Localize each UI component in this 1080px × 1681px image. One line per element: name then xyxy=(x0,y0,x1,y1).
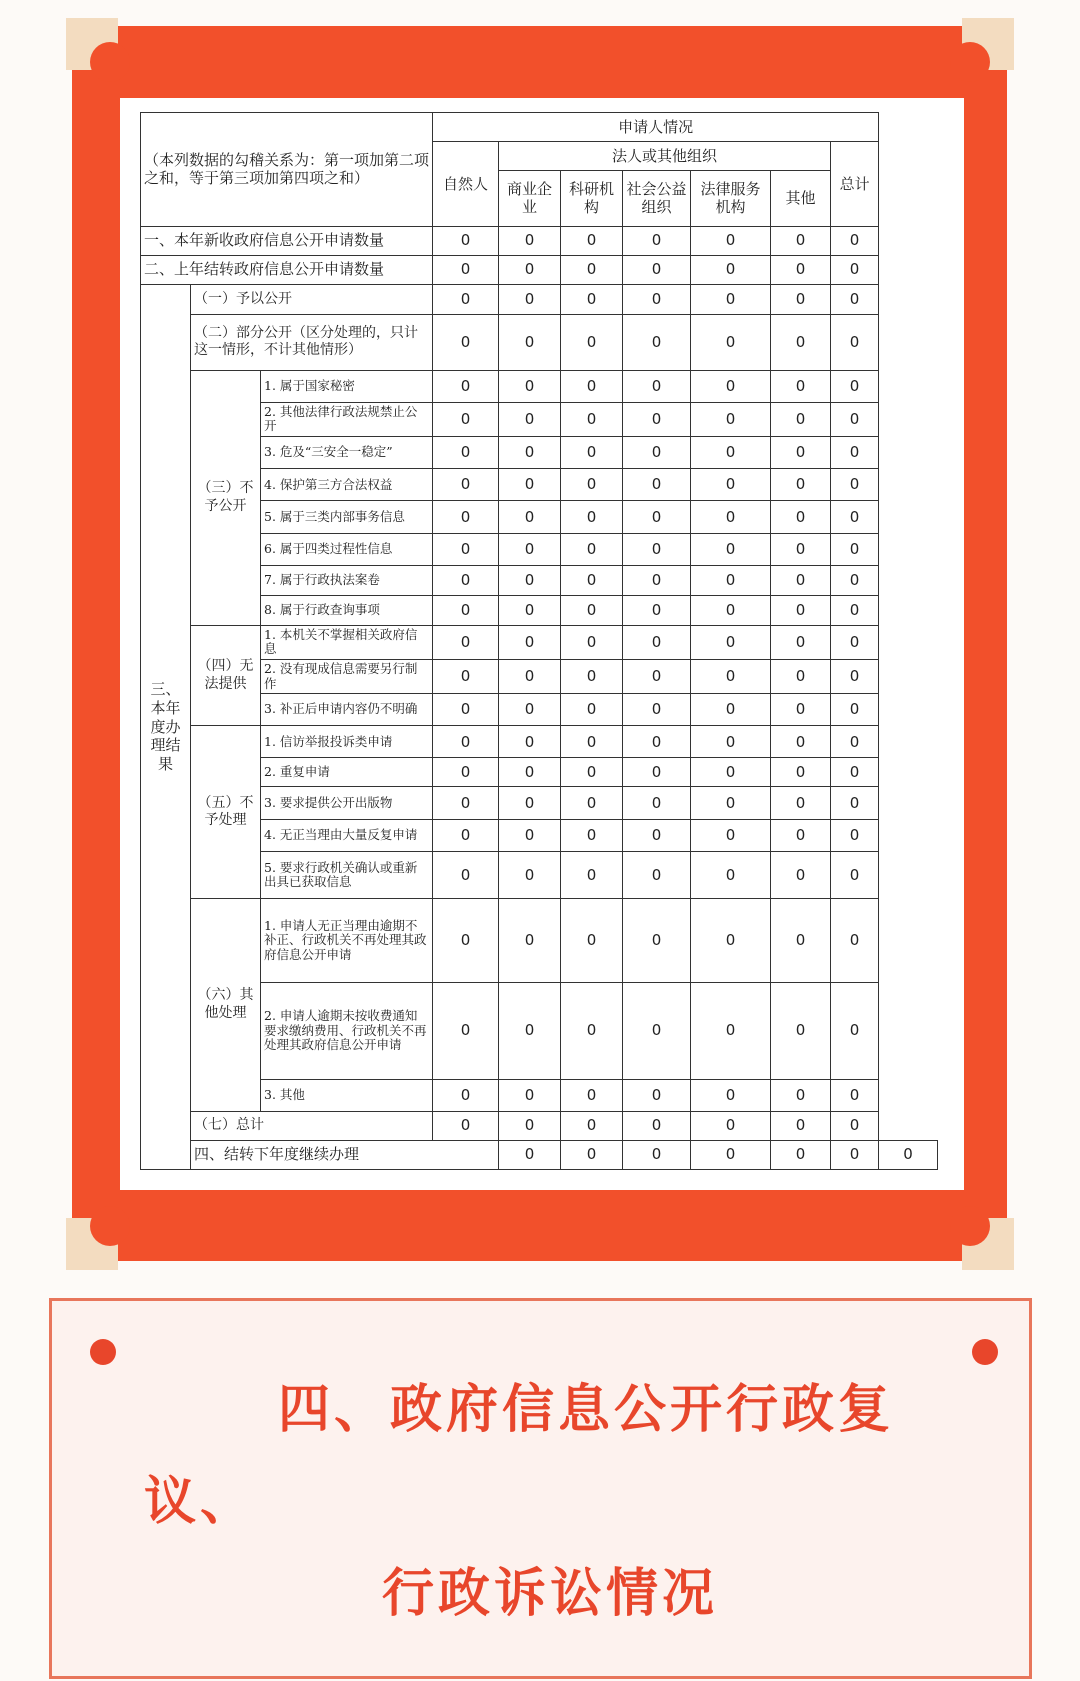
row-label: 1. 申请人无正当理由逾期不补正、行政机关不再处理其政府信息公开申请 xyxy=(261,899,433,983)
value-cell: 0 xyxy=(831,659,879,693)
row-label: （二）部分公开（区分处理的，只计这一情形，不计其他情形） xyxy=(191,314,433,370)
value-cell: 0 xyxy=(771,1079,831,1111)
value-cell: 0 xyxy=(499,1140,561,1169)
value-cell: 0 xyxy=(499,255,561,284)
value-cell: 0 xyxy=(771,595,831,625)
corner-decoration xyxy=(962,1218,1014,1270)
value-cell: 0 xyxy=(691,469,771,501)
value-cell: 0 xyxy=(691,370,771,402)
value-cell: 0 xyxy=(499,533,561,565)
value-cell: 0 xyxy=(433,758,499,787)
value-cell: 0 xyxy=(831,501,879,533)
value-cell: 0 xyxy=(499,565,561,595)
value-cell: 0 xyxy=(623,255,691,284)
value-cell: 0 xyxy=(561,625,623,659)
value-cell: 0 xyxy=(499,314,561,370)
value-cell: 0 xyxy=(771,982,831,1079)
value-cell: 0 xyxy=(623,819,691,851)
value-cell: 0 xyxy=(831,726,879,758)
value-cell: 0 xyxy=(433,255,499,284)
value-cell: 0 xyxy=(623,899,691,983)
value-cell: 0 xyxy=(623,565,691,595)
header-commercial: 商业企业 xyxy=(499,170,561,226)
value-cell: 0 xyxy=(499,402,561,436)
value-cell: 0 xyxy=(831,899,879,983)
header-applicant: 申请人情况 xyxy=(433,113,879,142)
value-cell: 0 xyxy=(433,787,499,819)
value-cell: 0 xyxy=(691,851,771,898)
value-cell: 0 xyxy=(623,851,691,898)
value-cell: 0 xyxy=(561,436,623,468)
value-cell: 0 xyxy=(771,1111,831,1140)
value-cell: 0 xyxy=(771,1140,831,1169)
value-cell: 0 xyxy=(561,565,623,595)
row-label: 1. 信访举报投诉类申请 xyxy=(261,726,433,758)
value-cell: 0 xyxy=(771,819,831,851)
header-total: 总计 xyxy=(831,141,879,226)
value-cell: 0 xyxy=(561,659,623,693)
value-cell: 0 xyxy=(691,982,771,1079)
value-cell: 0 xyxy=(771,625,831,659)
value-cell: 0 xyxy=(831,625,879,659)
row-label: 5. 要求行政机关确认或重新出具已获取信息 xyxy=(261,851,433,898)
value-cell: 0 xyxy=(499,659,561,693)
value-cell: 0 xyxy=(561,851,623,898)
value-cell: 0 xyxy=(499,819,561,851)
value-cell: 0 xyxy=(561,819,623,851)
value-cell: 0 xyxy=(771,314,831,370)
value-cell: 0 xyxy=(499,851,561,898)
value-cell: 0 xyxy=(771,255,831,284)
value-cell: 0 xyxy=(433,726,499,758)
bullet-dot xyxy=(90,1339,116,1365)
row-label: 4. 保护第三方合法权益 xyxy=(261,469,433,501)
value-cell: 0 xyxy=(831,284,879,314)
value-cell: 0 xyxy=(623,659,691,693)
value-cell: 0 xyxy=(561,402,623,436)
value-cell: 0 xyxy=(831,436,879,468)
value-cell: 0 xyxy=(691,314,771,370)
value-cell: 0 xyxy=(691,819,771,851)
value-cell: 0 xyxy=(691,565,771,595)
value-cell: 0 xyxy=(433,595,499,625)
value-cell: 0 xyxy=(561,226,623,255)
value-cell: 0 xyxy=(561,533,623,565)
value-cell: 0 xyxy=(499,370,561,402)
value-cell: 0 xyxy=(691,1140,771,1169)
row-label: 3. 补正后申请内容仍不明确 xyxy=(261,694,433,726)
row-label: 1. 本机关不掌握相关政府信息 xyxy=(261,625,433,659)
group-label: （四）无法提供 xyxy=(191,625,261,725)
row-label: 2. 申请人逾期未按收费通知要求缴纳费用、行政机关不再处理其政府信息公开申请 xyxy=(261,982,433,1079)
value-cell: 0 xyxy=(623,402,691,436)
row-label: 6. 属于四类过程性信息 xyxy=(261,533,433,565)
value-cell: 0 xyxy=(771,565,831,595)
value-cell: 0 xyxy=(623,1111,691,1140)
value-cell: 0 xyxy=(499,1111,561,1140)
value-cell: 0 xyxy=(623,1079,691,1111)
value-cell: 0 xyxy=(831,370,879,402)
value-cell: 0 xyxy=(433,1111,499,1140)
value-cell: 0 xyxy=(623,787,691,819)
value-cell: 0 xyxy=(831,1140,879,1169)
value-cell: 0 xyxy=(499,625,561,659)
header-natural-person: 自然人 xyxy=(433,141,499,226)
value-cell: 0 xyxy=(691,726,771,758)
value-cell: 0 xyxy=(499,694,561,726)
section-heading-line: 议、 xyxy=(144,1472,257,1532)
row-label: 二、上年结转政府信息公开申请数量 xyxy=(141,255,433,284)
value-cell: 0 xyxy=(561,787,623,819)
value-cell: 0 xyxy=(831,565,879,595)
row-label: 4. 无正当理由大量反复申请 xyxy=(261,819,433,851)
row-label: 2. 没有现成信息需要另行制作 xyxy=(261,659,433,693)
value-cell: 0 xyxy=(561,982,623,1079)
value-cell: 0 xyxy=(499,501,561,533)
value-cell: 0 xyxy=(561,1140,623,1169)
value-cell: 0 xyxy=(771,284,831,314)
value-cell: 0 xyxy=(691,694,771,726)
value-cell: 0 xyxy=(561,726,623,758)
value-cell: 0 xyxy=(771,370,831,402)
value-cell: 0 xyxy=(433,1079,499,1111)
value-cell: 0 xyxy=(771,787,831,819)
value-cell: 0 xyxy=(433,565,499,595)
value-cell: 0 xyxy=(623,758,691,787)
section-heading-line: 行政诉讼情况 xyxy=(382,1564,719,1624)
row-label: 3. 其他 xyxy=(261,1079,433,1111)
value-cell: 0 xyxy=(561,501,623,533)
value-cell: 0 xyxy=(831,1111,879,1140)
value-cell: 0 xyxy=(433,819,499,851)
value-cell: 0 xyxy=(623,314,691,370)
value-cell: 0 xyxy=(499,469,561,501)
row-label: 8. 属于行政查询事项 xyxy=(261,595,433,625)
group-label: （六）其他处理 xyxy=(191,899,261,1112)
row-label: 3. 危及“三安全一稳定” xyxy=(261,436,433,468)
value-cell: 0 xyxy=(433,659,499,693)
value-cell: 0 xyxy=(623,501,691,533)
row-label: 3. 要求提供公开出版物 xyxy=(261,787,433,819)
value-cell: 0 xyxy=(831,533,879,565)
value-cell: 0 xyxy=(433,899,499,983)
value-cell: 0 xyxy=(771,402,831,436)
value-cell: 0 xyxy=(623,595,691,625)
value-cell: 0 xyxy=(831,255,879,284)
value-cell: 0 xyxy=(561,255,623,284)
value-cell: 0 xyxy=(499,787,561,819)
value-cell: 0 xyxy=(831,787,879,819)
value-cell: 0 xyxy=(499,436,561,468)
value-cell: 0 xyxy=(879,1140,938,1169)
row-label: 2. 重复申请 xyxy=(261,758,433,787)
value-cell: 0 xyxy=(499,284,561,314)
value-cell: 0 xyxy=(499,726,561,758)
corner-decoration xyxy=(66,18,118,70)
value-cell: 0 xyxy=(623,436,691,468)
value-cell: 0 xyxy=(499,595,561,625)
value-cell: 0 xyxy=(561,694,623,726)
value-cell: 0 xyxy=(691,899,771,983)
value-cell: 0 xyxy=(691,284,771,314)
row-label: 一、本年新收政府信息公开申请数量 xyxy=(141,226,433,255)
value-cell: 0 xyxy=(831,694,879,726)
value-cell: 0 xyxy=(623,370,691,402)
value-cell: 0 xyxy=(433,226,499,255)
value-cell: 0 xyxy=(499,758,561,787)
statistics-table xyxy=(140,112,938,1170)
value-cell: 0 xyxy=(433,370,499,402)
corner-decoration xyxy=(962,18,1014,70)
value-cell: 0 xyxy=(623,625,691,659)
header-research: 科研机构 xyxy=(561,170,623,226)
header-legal-org: 法人或其他组织 xyxy=(499,141,831,170)
header-social: 社会公益组织 xyxy=(623,170,691,226)
value-cell: 0 xyxy=(831,819,879,851)
value-cell: 0 xyxy=(623,226,691,255)
table-paper xyxy=(120,98,964,1190)
value-cell: 0 xyxy=(831,402,879,436)
row-label: （七）总计 xyxy=(191,1111,433,1140)
value-cell: 0 xyxy=(771,694,831,726)
value-cell: 0 xyxy=(623,469,691,501)
value-cell: 0 xyxy=(433,982,499,1079)
value-cell: 0 xyxy=(771,501,831,533)
value-cell: 0 xyxy=(433,625,499,659)
value-cell: 0 xyxy=(499,1079,561,1111)
group-label: （五）不予处理 xyxy=(191,726,261,899)
value-cell: 0 xyxy=(433,284,499,314)
value-cell: 0 xyxy=(561,1079,623,1111)
value-cell: 0 xyxy=(771,436,831,468)
value-cell: 0 xyxy=(623,284,691,314)
row-label: 7. 属于行政执法案卷 xyxy=(261,565,433,595)
value-cell: 0 xyxy=(691,787,771,819)
value-cell: 0 xyxy=(691,1079,771,1111)
value-cell: 0 xyxy=(561,899,623,983)
value-cell: 0 xyxy=(831,982,879,1079)
value-cell: 0 xyxy=(691,255,771,284)
value-cell: 0 xyxy=(691,436,771,468)
value-cell: 0 xyxy=(623,982,691,1079)
value-cell: 0 xyxy=(499,226,561,255)
value-cell: 0 xyxy=(433,469,499,501)
value-cell: 0 xyxy=(561,370,623,402)
value-cell: 0 xyxy=(499,899,561,983)
value-cell: 0 xyxy=(691,659,771,693)
corner-decoration xyxy=(66,1218,118,1270)
row-label: 四、结转下年度继续办理 xyxy=(191,1140,499,1169)
section-heading-line: 四、政府信息公开行政复 xyxy=(278,1380,895,1440)
value-cell: 0 xyxy=(771,533,831,565)
value-cell: 0 xyxy=(499,982,561,1079)
value-cell: 0 xyxy=(771,469,831,501)
value-cell: 0 xyxy=(691,595,771,625)
group-label: （三）不予公开 xyxy=(191,370,261,625)
value-cell: 0 xyxy=(433,314,499,370)
value-cell: 0 xyxy=(561,284,623,314)
value-cell: 0 xyxy=(771,758,831,787)
header-corner-note: （本列数据的勾稽关系为：第一项加第二项之和，等于第三项加第四项之和） xyxy=(141,113,433,227)
row-label: 5. 属于三类内部事务信息 xyxy=(261,501,433,533)
value-cell: 0 xyxy=(691,533,771,565)
value-cell: 0 xyxy=(561,314,623,370)
header-other: 其他 xyxy=(771,170,831,226)
value-cell: 0 xyxy=(831,1079,879,1111)
value-cell: 0 xyxy=(691,226,771,255)
value-cell: 0 xyxy=(623,726,691,758)
value-cell: 0 xyxy=(831,758,879,787)
value-cell: 0 xyxy=(771,899,831,983)
header-legal-service: 法律服务机构 xyxy=(691,170,771,226)
value-cell: 0 xyxy=(561,595,623,625)
value-cell: 0 xyxy=(433,851,499,898)
value-cell: 0 xyxy=(433,694,499,726)
value-cell: 0 xyxy=(433,533,499,565)
value-cell: 0 xyxy=(691,625,771,659)
section-heading-card xyxy=(49,1298,1032,1679)
value-cell: 0 xyxy=(623,533,691,565)
value-cell: 0 xyxy=(831,469,879,501)
row-label: 1. 属于国家秘密 xyxy=(261,370,433,402)
value-cell: 0 xyxy=(691,1111,771,1140)
value-cell: 0 xyxy=(831,851,879,898)
value-cell: 0 xyxy=(691,758,771,787)
value-cell: 0 xyxy=(771,726,831,758)
value-cell: 0 xyxy=(831,595,879,625)
value-cell: 0 xyxy=(433,402,499,436)
value-cell: 0 xyxy=(691,402,771,436)
row-label: 2. 其他法律行政法规禁止公开 xyxy=(261,402,433,436)
value-cell: 0 xyxy=(771,851,831,898)
value-cell: 0 xyxy=(831,314,879,370)
value-cell: 0 xyxy=(623,694,691,726)
value-cell: 0 xyxy=(433,501,499,533)
value-cell: 0 xyxy=(771,659,831,693)
value-cell: 0 xyxy=(561,469,623,501)
row-label: （一）予以公开 xyxy=(191,284,433,314)
value-cell: 0 xyxy=(561,758,623,787)
value-cell: 0 xyxy=(831,226,879,255)
value-cell: 0 xyxy=(623,1140,691,1169)
value-cell: 0 xyxy=(771,226,831,255)
value-cell: 0 xyxy=(433,436,499,468)
value-cell: 0 xyxy=(691,501,771,533)
value-cell: 0 xyxy=(561,1111,623,1140)
bullet-dot xyxy=(972,1339,998,1365)
section-3-label: 三、本年度办理结果 xyxy=(141,284,191,1169)
